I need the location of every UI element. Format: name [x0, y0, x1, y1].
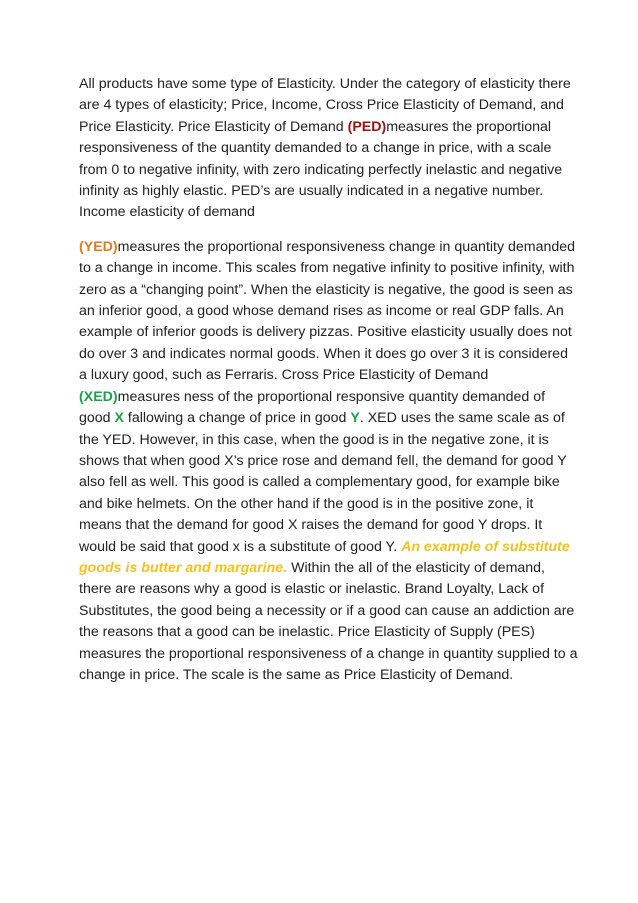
yed-label: (YED): [79, 238, 118, 255]
paragraph2-text-a: measures the proportional responsiveness change in quantity demanded to a change in income. This scales from negative infinity to positive infinity, with zero as a “changing point”. When the elasticity is negative, the good is seen as an inferior good, a good whose demand rises as income or real GDP falls. An example of inferior goods is delivery pizzas. Positive elasticity usually does not do over 3 and indicates normal goods. When it does go over 3 it is considered a luxury good, such as Ferraris. Cross Price Elasticity of Demand: [79, 238, 576, 384]
good-x-label: X: [114, 410, 124, 427]
paragraph-yed-xed: [79, 237, 579, 687]
document-page: [79, 74, 579, 686]
good-y-label: Y: [350, 410, 360, 427]
paragraph2-text-e: Within the all of the elasticity of demand, there are reasons why a good is elastic or inelastic. Brand Loyalty, Lack of Substitutes, the good being a necessity or if a good can cause an addiction are the reasons that a good can be inelastic. Price Elasticity of Supply (PES) measures the proportional responsiveness of a change in quantity supplied to a change in price. The scale is the same as Price Elasticity of Demand.: [79, 559, 578, 683]
paragraph1-text-a: All products have some type of Elasticity. Under the category of elasticity there are 4 types of elasticity; Price, Income, Cross Price Elasticity of Demand, and Price Elasticity. Price Elasticity of Demand: [79, 76, 571, 135]
paragraph2-text-b: measures ness of the proportional responsive quantity demanded of good: [79, 388, 546, 427]
xed-label: (XED): [79, 388, 118, 405]
ped-label: (PED): [347, 118, 387, 135]
substitute-example-highlight: An example of substitute goods is butter and margarine.: [79, 538, 570, 576]
paragraph2-text-c: fallowing a change of price in good: [123, 410, 351, 427]
paragraph1-text-b: measures the proportional responsiveness of the quantity demanded to a change in price, with a scale from 0 to negative infinity, with zero indicating perfectly inelastic and negative infinity as highly elastic. PED’s are usually indicated in a negative number. Income elasticity of demand: [79, 118, 563, 221]
paragraph2-text-d: . XED uses the same scale as of the YED. However, in this case, when the good is in the negative zone, it is shows that when good X’s price rose and demand fell, the demand for good Y also fell as well. This good is called a complementary good, for example bike and bike helmets. On the other hand if the good is in the positive zone, it means that the demand for good X raises the demand for good Y drops. It would be said that good x is a substitute of good Y.: [79, 410, 567, 555]
paragraph-ped: [79, 74, 579, 224]
